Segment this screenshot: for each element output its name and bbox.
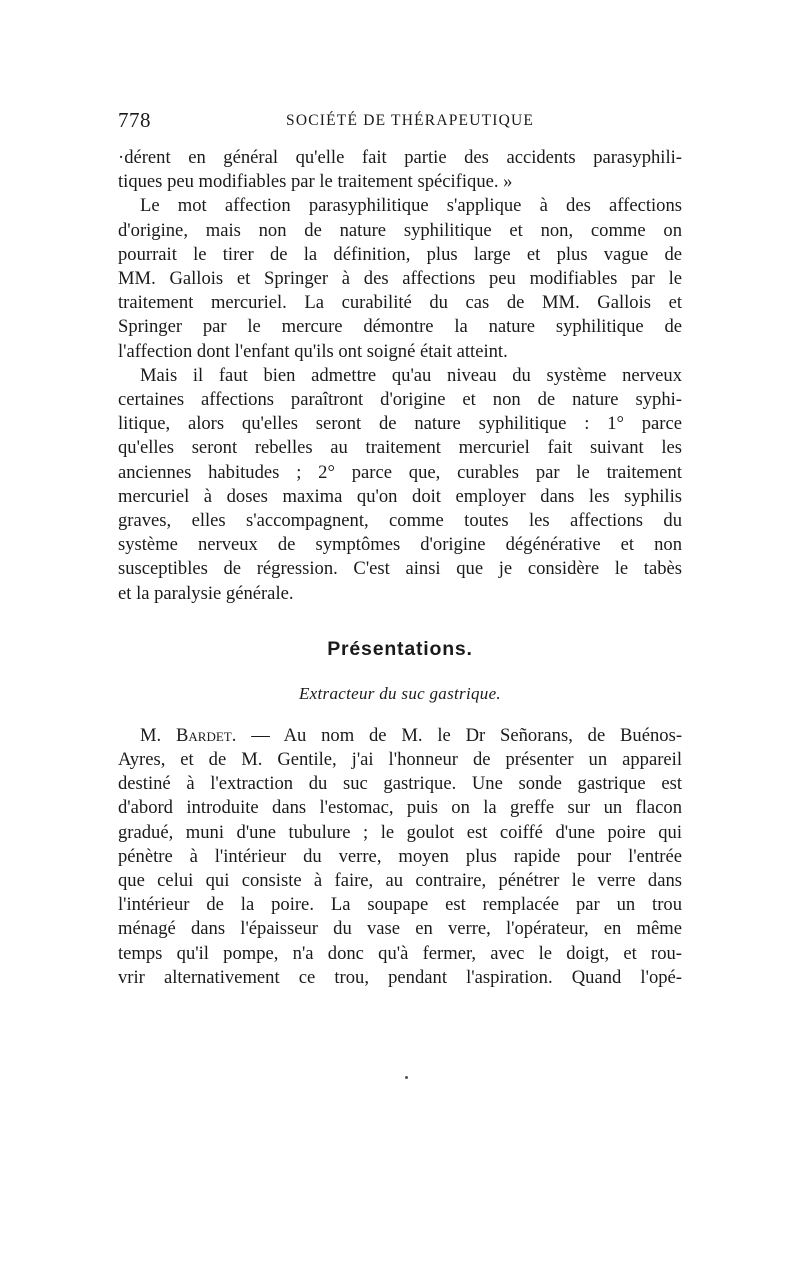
text-line: certaines affections paraîtront d'origine et non de nature syphi- <box>118 389 682 411</box>
text-line: qu'elles seront rebelles au traitement mercuriel fait suivant les <box>118 437 682 459</box>
text-line: système nerveux de symptômes d'origine dégénérative et non <box>118 534 682 556</box>
paragraph-1 <box>118 146 682 194</box>
text-line: MM. Gallois et Springer à des affections peu modifiables par le <box>118 268 682 290</box>
text-line: ménagé dans l'épaisseur du vase en verre, l'opérateur, en même <box>118 918 682 940</box>
text-line: gradué, muni d'une tubulure ; le goulot est coiffé d'une poire qui <box>118 821 682 843</box>
text-line: Ayres, et de M. Gentile, j'ai l'honneur de présenter un appareil <box>118 749 682 771</box>
section-heading: Présentations. <box>327 637 473 660</box>
section-subheading: Extracteur du suc gastrique. <box>299 683 501 703</box>
text-line: pénètre à l'intérieur du verre, moyen plus rapide pour l'entrée <box>118 845 682 867</box>
text-line: d'abord introduite dans l'estomac, puis on la greffe sur un flacon <box>118 797 682 819</box>
text-line: susceptibles de régression. C'est ainsi que je considère le tabès <box>118 558 682 580</box>
text-line: Mais il faut bien admettre qu'au niveau du système nerveux <box>140 364 682 386</box>
text-line: Springer par le mercure démontre la nature syphilitique de <box>118 316 682 338</box>
paragraph-2 <box>118 194 682 363</box>
text-line: litique, alors qu'elles seront de nature syphilitique : 1° parce <box>118 413 682 435</box>
running-title: SOCIÉTÉ DE THÉRAPEUTIQUE <box>286 112 535 129</box>
page-number: 778 <box>118 108 151 132</box>
text-line: pourrait le tirer de la définition, plus large et plus vague de <box>118 243 682 265</box>
text-line: et la paralysie générale. <box>118 582 294 604</box>
text-line: tiques peu modifiables par le traitement spécifique. » <box>118 171 513 193</box>
paragraph-3 <box>118 364 682 606</box>
text-line: vrir alternativement ce trou, pendant l'aspiration. Quand l'opé- <box>118 966 682 988</box>
text-line: Le mot affection parasyphilitique s'applique à des affections <box>140 195 682 217</box>
print-speck <box>405 1076 408 1079</box>
line-text: — Au nom de M. le Dr Señorans, de Buénos- <box>251 724 682 746</box>
text-line: temps qu'il pompe, n'a donc qu'à fermer, avec le doigt, et rou- <box>118 942 682 964</box>
text-line: destiné à l'extraction du suc gastrique. Une sonde gastrique est <box>118 773 682 795</box>
text-line: graves, elles s'accompagnent, comme toutes les affections du <box>118 510 682 532</box>
paragraph-4 <box>118 724 682 990</box>
running-head <box>118 108 682 138</box>
text-line: ·dérent en général qu'elle fait partie des accidents parasyphili- <box>118 147 682 168</box>
text-line <box>118 724 682 748</box>
text-line: d'origine, mais non de nature syphilitique et non, comme on <box>118 219 682 241</box>
text-line: l'intérieur de la poire. La soupape est remplacée par un trou <box>118 894 682 916</box>
book-page <box>118 108 682 990</box>
text-line: que celui qui consiste à faire, au contraire, pénétrer le verre dans <box>118 870 682 892</box>
speaker-name: M. Bardet. <box>140 724 237 746</box>
text-line: mercuriel à doses maxima qu'on doit employer dans les syphilis <box>118 485 682 507</box>
text-line: l'affection dont l'enfant qu'ils ont soigné était atteint. <box>118 340 508 362</box>
text-line: anciennes habitudes ; 2° parce que, curables par le traitement <box>118 461 682 483</box>
text-line: traitement mercuriel. La curabilité du cas de MM. Gallois et <box>118 292 682 314</box>
